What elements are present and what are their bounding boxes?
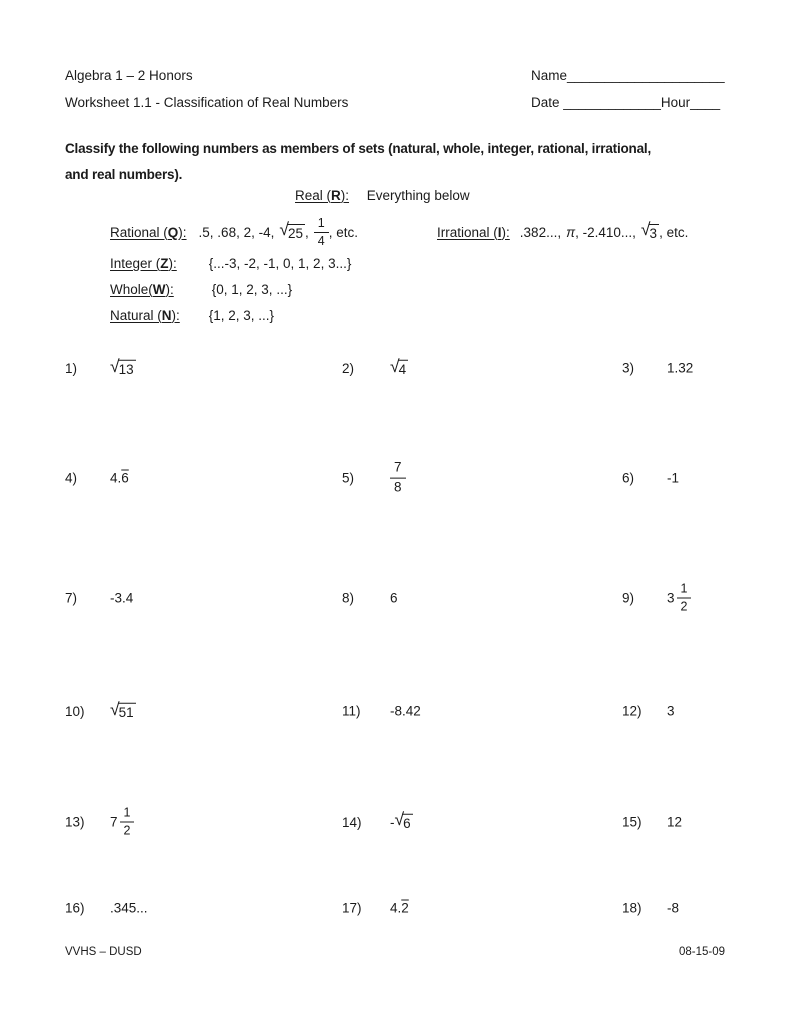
natural-set-label: Natural (N):: [110, 308, 180, 323]
name-line: [531, 62, 725, 89]
problem-number: 9): [622, 590, 635, 606]
problem-6: [622, 471, 679, 486]
radical-symbol: √: [110, 355, 120, 376]
hour-blank: ____: [690, 95, 721, 110]
problem-number: 10): [65, 703, 85, 719]
irrational-examples-mid: , -2.410...,: [575, 224, 636, 240]
problem-11: [342, 704, 421, 719]
course-title: Algebra 1 – 2 Honors: [65, 68, 193, 83]
problem-value: 4. 2: [390, 900, 409, 916]
problem-value: 4. 6: [110, 470, 129, 486]
problem-value: $\frac{7}{8}$: [390, 460, 406, 497]
header-left: [65, 62, 348, 116]
rational-fraction-example: $\frac{1}{4}$: [314, 216, 329, 249]
problem-17: [342, 901, 409, 916]
problem-value: -8.42: [390, 703, 421, 719]
integer-set-label: Integer (Z):: [110, 256, 177, 271]
problem-value: .345...: [110, 900, 148, 916]
instructions-line1: Classify the following numbers as members of sets (natural, whole, integer, rational, irrational,: [65, 141, 651, 156]
radical-symbol: √: [390, 355, 400, 376]
problem-number: 4): [65, 470, 78, 486]
radical-symbol: √: [640, 218, 651, 239]
problem-value: -3.4: [110, 590, 134, 606]
irrational-examples-post: , etc.: [659, 224, 689, 240]
problem-4: [65, 471, 129, 486]
problem-2: [342, 355, 408, 377]
problem-value: - √ 6: [390, 808, 411, 831]
problem-number: 11): [342, 703, 361, 719]
date-blank: _____________: [563, 95, 661, 110]
problem-value: 6: [390, 590, 398, 606]
hour-label: Hour: [660, 95, 691, 110]
real-set-description: Everything below: [366, 188, 470, 203]
footer-school: VVHS – DUSD: [65, 946, 142, 958]
problem-16: [65, 901, 148, 916]
problem-number: 2): [342, 360, 355, 376]
problem-9: [622, 582, 691, 615]
date-hour-line: [531, 89, 725, 116]
radical-symbol: √: [279, 218, 289, 239]
problem-number: 16): [65, 900, 85, 916]
problem-12: [622, 704, 675, 719]
problem-number: 17): [342, 900, 362, 916]
problem-number: 18): [622, 900, 642, 916]
real-set-line: [295, 188, 470, 203]
problem-number: 14): [342, 814, 362, 830]
problem-value: 1.32: [667, 360, 694, 376]
irrational-sqrt-example: √ 3: [640, 218, 658, 241]
name-blank: _____________________: [567, 68, 725, 83]
problem-14: [342, 808, 413, 831]
real-set-label: Real (R):: [295, 188, 350, 203]
rational-set-label: Rational (Q):: [110, 224, 187, 240]
natural-set-value: {1, 2, 3, ...}: [208, 308, 275, 323]
problem-value: √ 51: [110, 698, 134, 720]
problem-number: 1): [65, 360, 78, 376]
name-label: Name: [531, 68, 568, 83]
problem-value: 7 $\frac{1}{2}$: [110, 806, 134, 839]
header-right: [531, 62, 725, 116]
rational-set-line: [110, 214, 358, 250]
problem-number: 8): [342, 590, 355, 606]
mixed-fraction: $\frac{1}{2}$: [120, 806, 135, 839]
problem-number: 15): [622, 814, 642, 830]
repeating-digit: 6: [121, 470, 129, 486]
problem-value: 12: [667, 814, 683, 830]
integer-set-line: [110, 256, 351, 271]
instructions-line2: and real numbers).: [65, 167, 183, 182]
problem-number: 3): [622, 360, 635, 376]
whole-set-label: Whole(W):: [110, 282, 174, 297]
whole-set-value: {0, 1, 2, 3, ...}: [211, 282, 293, 297]
problem-number: 7): [65, 590, 78, 606]
irrational-set-line: [437, 214, 688, 250]
problem-5: [342, 460, 406, 497]
problem-15: [622, 815, 682, 830]
rational-examples-post: , etc.: [328, 224, 358, 240]
problem-number: 13): [65, 814, 85, 830]
repeating-digit: 2: [401, 900, 409, 916]
rational-separator: ,: [305, 224, 309, 240]
worksheet-title: Worksheet 1.1 - Classification of Real Numbers: [65, 95, 349, 110]
rational-sqrt-example: √ 25: [279, 218, 303, 241]
mixed-fraction: $\frac{1}{2}$: [677, 582, 692, 615]
problem-number: 6): [622, 470, 635, 486]
problem-3: [622, 361, 693, 376]
problem-number: 12): [622, 703, 642, 719]
rational-examples-pre: .5, .68, 2, -4,: [198, 224, 275, 240]
footer-date: 08-15-09: [678, 946, 725, 958]
problem-value: √ 13: [110, 355, 134, 377]
pi-symbol: π: [566, 224, 576, 240]
radical-symbol: √: [394, 808, 405, 829]
problem-18: [622, 901, 679, 916]
problem-value: √ 4: [390, 355, 407, 377]
problem-value: -1: [667, 470, 680, 486]
problem-value: 3 $\frac{1}{2}$: [667, 582, 691, 615]
radical-symbol: √: [110, 698, 120, 719]
negative-sign: -: [390, 814, 395, 830]
problem-1: [65, 355, 136, 377]
problem-7: [65, 591, 133, 606]
problem-13: [65, 806, 134, 839]
problem-value: -8: [667, 900, 680, 916]
problem-10: [65, 698, 136, 720]
problem-number: 5): [342, 470, 355, 486]
integer-set-value: {...-3, -2, -1, 0, 1, 2, 3...}: [208, 256, 352, 271]
problem-8: [342, 591, 398, 606]
date-label: Date: [531, 95, 564, 110]
instructions: [65, 136, 651, 188]
problem-value: 3: [667, 703, 675, 719]
whole-set-line: [110, 282, 292, 297]
irrational-set-label: Irrational (I):: [437, 224, 510, 240]
natural-set-line: [110, 308, 274, 323]
irrational-examples-pre: .382...,: [519, 224, 562, 240]
